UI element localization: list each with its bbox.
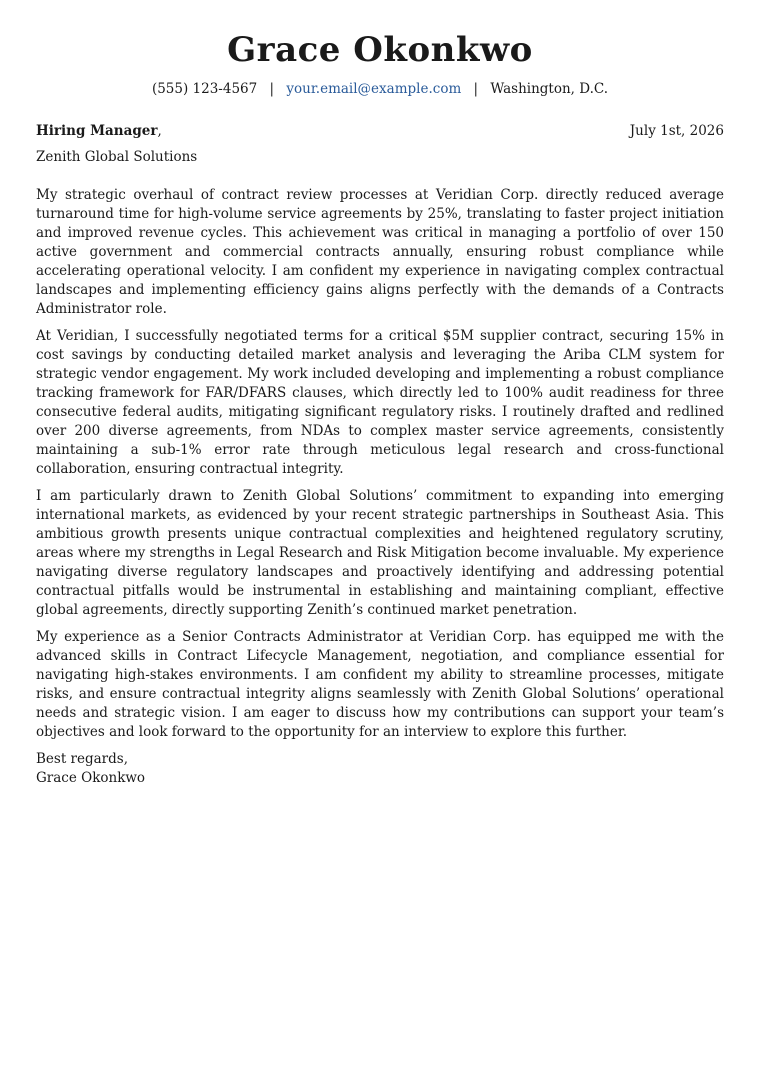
body-paragraph-1: My strategic overhaul of contract review processes at Veridian Corp. directly reduced average turnaround time for high-volume service agreements by 25%, translating to faster project initiation and improved revenue cycles. This achievement was critical in managing a portfolio of over 150 active government and commercial contracts annually, ensuring robust compliance while accelerating operational velocity. I am confident my experience in navigating complex contractual landscapes and implementing efficiency gains aligns perfectly with the demands of a Contracts Administrator role. [36,187,724,317]
recipient-company: Zenith Global Solutions [36,149,198,165]
recipient-date-row [36,122,724,140]
salutation-comma: , [157,123,162,139]
salutation [36,122,162,140]
letter-date: July 1st, 2026 [629,123,724,139]
recipient-name: Hiring Manager [36,123,158,139]
body-paragraph-2: At Veridian, I successfully negotiated terms for a critical $5M supplier contract, securing 15% in cost savings by conducting detailed market analysis and leveraging the Ariba CLM system for strategic vendor engagement. My work included developing and implementing a robust compliance tracking framework for FAR/DFARS clauses, which directly led to 100% audit readiness for three consecutive federal audits, mitigating significant regulatory risks. I routinely drafted and redlined over 200 diverse agreements, from NDAs to complex master service agreements, consistently maintaining a sub-1% error rate through meticulous legal research and cross-functional collaboration, ensuring contractual integrity. [36,328,724,477]
location: Washington, D.C. [490,81,609,97]
contact-separator: | [269,81,275,97]
body-paragraph-3: I am particularly drawn to Zenith Global Solutions’ commitment to expanding into emerging international markets, as evidenced by your recent strategic partnerships in Southeast Asia. This ambitious growth presents unique contractual complexities and heightened regulatory scrutiny, areas where my strengths in Legal Research and Risk Mitigation become invaluable. My experience navigating diverse regulatory landscapes and proactively identifying and addressing potential contractual pitfalls would be instrumental in establishing and maintaining compliant, effective global agreements, directly supporting Zenith’s continued market penetration. [36,488,724,618]
email-link[interactable]: your.email@example.com [286,81,462,97]
closing-block [36,750,724,788]
phone-number: (555) 123-4567 [151,81,258,97]
body-paragraph-4: My experience as a Senior Contracts Administrator at Veridian Corp. has equipped me with the advanced skills in Contract Lifecycle Management, negotiation, and compliance essential for navigating high-stakes environments. I am confident my ability to streamline processes, mitigate risks, and ensure contractual integrity aligns seamlessly with Zenith Global Solutions’ operational needs and strategic vision. I am eager to discuss how my contributions can support your team’s objectives and look forward to the opportunity for an interview to explore this further. [36,629,724,740]
signature-name: Grace Okonkwo [36,770,146,786]
sign-off: Best regards, [36,751,129,767]
contact-line [36,80,724,98]
applicant-name: Grace Okonkwo [227,30,533,70]
contact-separator: | [473,81,479,97]
